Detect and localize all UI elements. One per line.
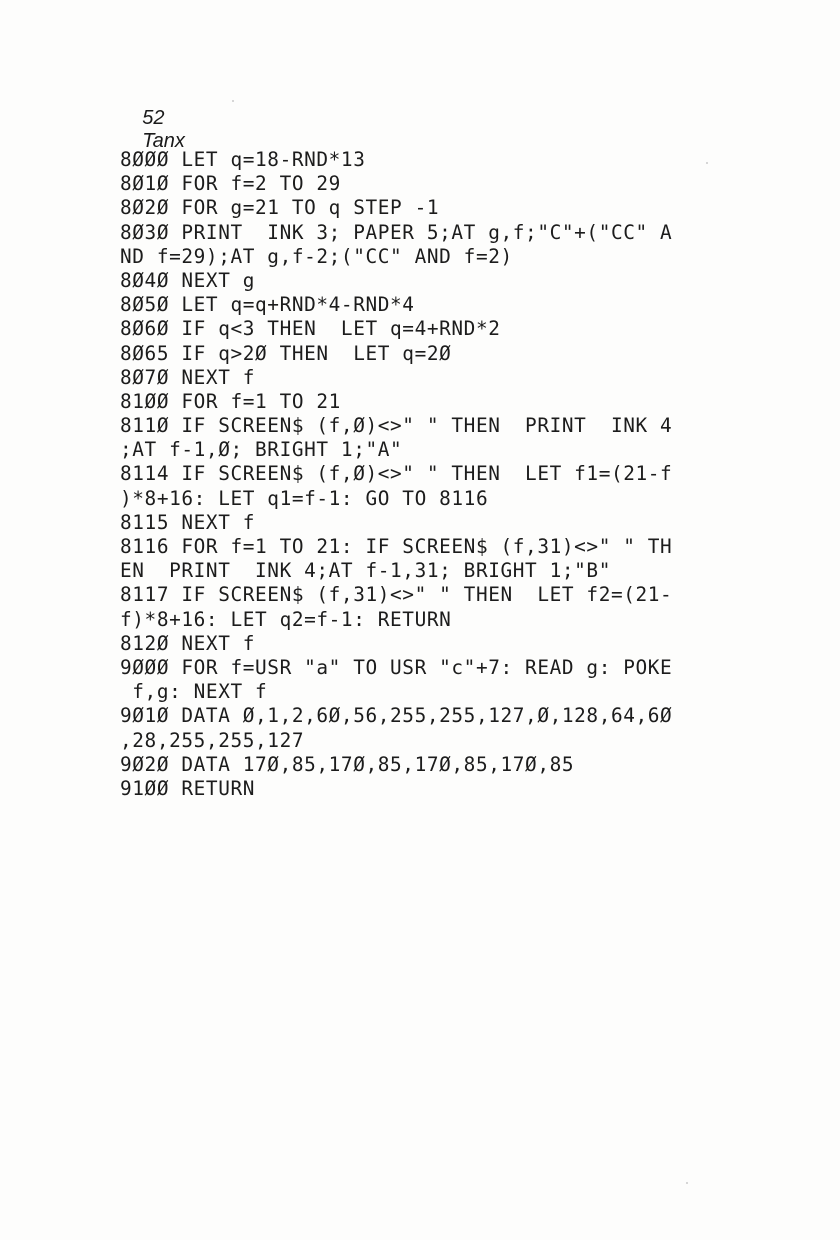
scan-speck <box>232 100 234 102</box>
code-line: 8Ø65 IF q>2Ø THEN LET q=2Ø <box>120 341 452 365</box>
code-line: 8114 IF SCREEN$ (f,Ø)<>" " THEN LET f1=(21-f <box>120 462 673 486</box>
code-line: 81ØØ FOR f=1 TO 21 <box>120 389 341 413</box>
code-line: 812Ø NEXT f <box>120 631 256 655</box>
scan-speck <box>686 1182 688 1184</box>
code-line: f,g: NEXT f <box>120 680 268 704</box>
code-line: 9ØØØ FOR f=USR "a" TO USR "c"+7: READ g: POKE <box>120 655 673 679</box>
code-line: 8Ø6Ø IF q<3 THEN LET q=4+RND*2 <box>120 317 501 341</box>
code-line: 8ØØØ LET q=18-RND*13 <box>120 148 366 171</box>
code-line: f)*8+16: LET q2=f-1: RETURN <box>120 607 452 631</box>
code-line: 8117 IF SCREEN$ (f,31)<>" " THEN LET f2=(21- <box>120 583 673 607</box>
code-line: 9Ø1Ø DATA Ø,1,2,6Ø,56,255,255,127,Ø,128,64,6Ø <box>120 704 673 728</box>
basic-program-listing <box>120 148 740 801</box>
code-line: 8Ø4Ø NEXT g <box>120 268 256 292</box>
code-line: 91ØØ RETURN <box>120 776 256 800</box>
code-line: 8Ø2Ø FOR g=21 TO q STEP -1 <box>120 196 440 220</box>
code-line: 8116 FOR f=1 TO 21: IF SCREEN$ (f,31)<>" " TH <box>120 535 673 558</box>
code-line: ,28,255,255,127 <box>120 728 305 752</box>
code-line: 9Ø2Ø DATA 17Ø,85,17Ø,85,17Ø,85,17Ø,85 <box>120 752 575 776</box>
code-line: )*8+16: LET q1=f-1: GO TO 8116 <box>120 486 489 510</box>
code-line: 811Ø IF SCREEN$ (f,Ø)<>" " THEN PRINT INK 4 <box>120 414 673 438</box>
code-line: 8Ø5Ø LET q=q+RND*4-RND*4 <box>120 293 415 317</box>
code-line: 8Ø1Ø FOR f=2 TO 29 <box>120 172 341 196</box>
scan-speck <box>706 162 708 164</box>
code-line: 8115 NEXT f <box>120 510 256 534</box>
chapter-title: Tanx <box>142 130 185 152</box>
page-number: 52 <box>142 107 165 129</box>
code-line: ND f=29);AT g,f-2;("CC" AND f=2) <box>120 244 513 268</box>
code-line: ;AT f-1,Ø; BRIGHT 1;"A" <box>120 438 403 462</box>
code-line: EN PRINT INK 4;AT f-1,31; BRIGHT 1;"B" <box>120 559 611 583</box>
code-line: 8Ø3Ø PRINT INK 3; PAPER 5;AT g,f;"C"+("CC" A <box>120 220 673 244</box>
code-line: 8Ø7Ø NEXT f <box>120 365 256 389</box>
